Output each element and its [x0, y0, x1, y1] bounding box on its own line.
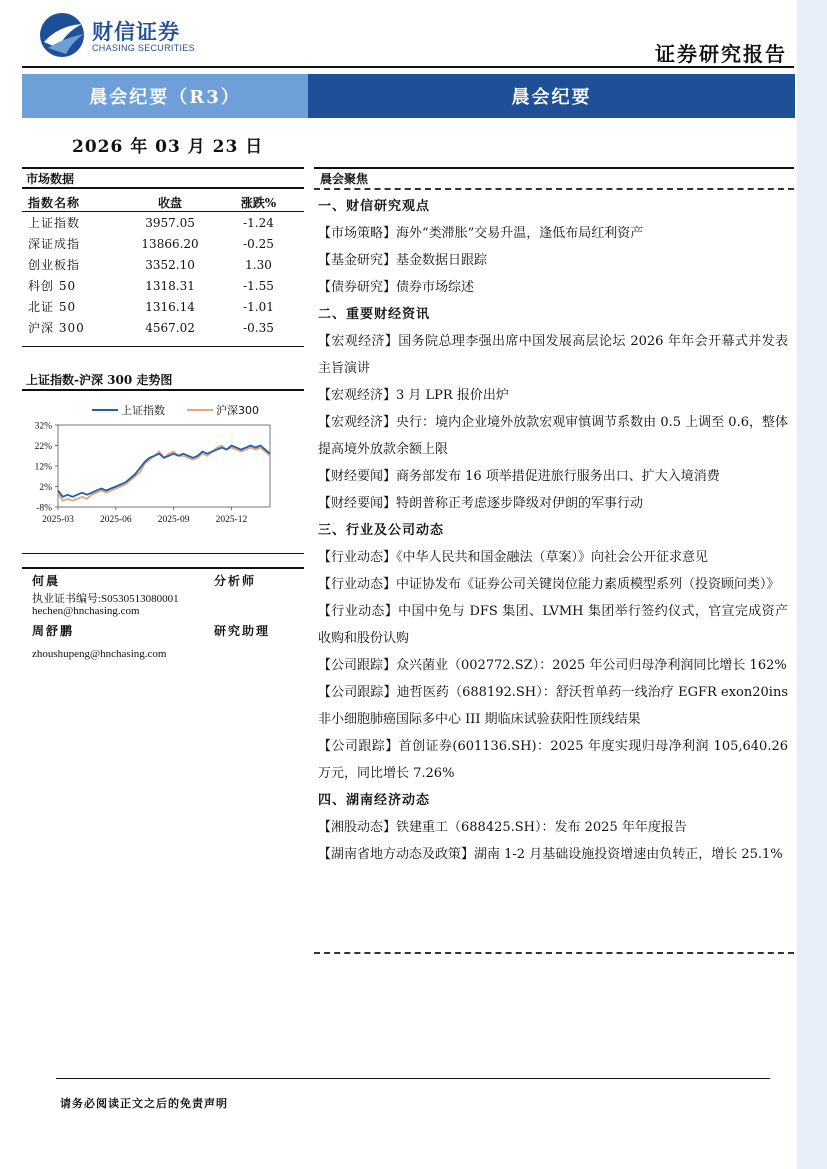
assistant-email[interactable]: zhoushupeng@hnchasing.com: [32, 648, 167, 660]
news-item[interactable]: 【基金研究】基金数据日跟踪: [318, 253, 488, 268]
column-header: 收盘: [158, 196, 183, 210]
index-name: 创业板指: [28, 258, 81, 272]
plot-area: [58, 425, 270, 507]
assistant-name: 周舒鹏: [32, 624, 75, 638]
company-logo-icon: [38, 12, 86, 58]
index-name: 上证指数: [28, 216, 81, 230]
y-tick-label: 2%: [39, 483, 52, 493]
index-close: 1318.31: [145, 278, 195, 293]
news-item[interactable]: 【公司跟踪】众兴菌业（002772.SZ）：2025 年公司归母净利润同比增长 162%: [318, 658, 787, 673]
series-line: [58, 446, 270, 497]
analyst-top-rule: [22, 567, 304, 569]
news-item[interactable]: 【湖南省地方动态及政策】湖南 1-2 月基础设施投资增速由负转正，增长 25.1%: [318, 847, 783, 862]
index-change: -1.55: [243, 278, 274, 293]
market-data-title: 市场数据: [26, 172, 75, 186]
x-tick-label: 2025-06: [99, 515, 132, 525]
table-row: [22, 275, 304, 296]
column-header: 指数名称: [28, 196, 81, 210]
column-header: 涨跌%: [240, 196, 277, 210]
news-item[interactable]: 【行业动态】中证协发布《证券公司关键岗位能力素质模型系列（投资顾问类）》: [318, 577, 780, 592]
y-tick-label: -8%: [36, 503, 52, 514]
x-tick-label: 2025-12: [215, 515, 248, 525]
y-tick-label: 32%: [34, 421, 52, 432]
analyst-name: 何晨: [32, 574, 61, 588]
index-close: 3957.05: [145, 215, 195, 230]
news-item[interactable]: 【行业动态】中国中免与 DFS 集团、LVMH 集团举行签约仪式，官宣完成资产收购和股份认购: [318, 604, 788, 646]
index-change: 1.30: [245, 257, 272, 272]
document-type: 证券研究报告: [655, 42, 787, 66]
report-series-banner: 晨会纪要（R3）: [22, 74, 308, 118]
legend-label: 沪深300: [216, 404, 259, 417]
index-close: 13866.20: [141, 236, 199, 251]
market-data-table: [22, 193, 304, 338]
news-item[interactable]: 【宏观经济】3 月 LPR 报价出炉: [318, 388, 509, 403]
x-tick-label: 2025-09: [157, 515, 190, 525]
market-title-rule: [22, 187, 304, 189]
table-row: [22, 317, 304, 338]
chart-bottom-rule: [22, 553, 304, 554]
side-strip: [797, 0, 827, 1169]
report-title-banner: 晨会纪要: [308, 74, 795, 118]
analyst-block: [32, 572, 302, 663]
index-change: -0.25: [243, 236, 274, 251]
legend-label: 上证指数: [121, 404, 165, 417]
analyst-license: 执业证书编号:S0530513080001: [32, 593, 179, 605]
table-bottom-rule: [22, 346, 304, 347]
header-rule: [22, 66, 794, 68]
y-tick-label: 22%: [34, 442, 52, 452]
focus-title: 晨会聚焦: [320, 172, 369, 186]
index-name: 沪深 300: [28, 321, 85, 335]
news-item[interactable]: 【财经要闻】商务部发布 16 项举措促进旅行服务出口、扩大入境消费: [318, 469, 720, 484]
index-change: -0.35: [243, 320, 274, 335]
news-item[interactable]: 【公司跟踪】迪哲医药（688192.SH）：舒沃哲单药一线治疗 EGFR exon20ins 非小细胞肺癌国际多中心 III 期临床试验获阳性顶线结果: [318, 685, 788, 727]
focus-title-dash: [314, 188, 794, 190]
section-heading: 三、行业及公司动态: [318, 523, 445, 538]
report-date: 2026 年 03 月 23 日: [72, 137, 264, 157]
y-tick-label: 12%: [34, 462, 52, 473]
x-tick-label: 2025-03: [42, 515, 74, 525]
index-name: 深证成指: [28, 237, 81, 251]
brand-name: 财信证券: [92, 20, 180, 44]
index-name: 北证 50: [28, 300, 77, 314]
news-item[interactable]: 【宏观经济】国务院总理李强出席中国发展高层论坛 2026 年年会开幕式并发表主旨演讲: [318, 334, 788, 376]
footer-rule: [56, 1078, 770, 1079]
news-item[interactable]: 【湘股动态】铁建重工（688425.SH）：发布 2025 年年度报告: [318, 820, 687, 835]
series-line: [58, 446, 270, 501]
index-close: 3352.10: [145, 257, 195, 272]
table-row: [22, 296, 304, 317]
disclaimer: 请务必阅读正文之后的免责声明: [60, 1097, 228, 1110]
news-item[interactable]: 【市场策略】海外“类滞胀”交易升温，逢低布局红利资产: [318, 226, 644, 241]
index-close: 4567.02: [145, 320, 195, 335]
assistant-role: 研究助理: [214, 624, 271, 638]
market-top-rule: [22, 167, 304, 169]
index-close: 1316.14: [145, 299, 195, 314]
section-heading: 一、财信研究观点: [318, 199, 431, 214]
index-name: 科创 50: [28, 279, 77, 293]
news-item[interactable]: 【行业动态】《中华人民共和国金融法（草案）》向社会公开征求意见: [318, 550, 709, 565]
trend-chart: [22, 393, 306, 533]
section-heading: 二、重要财经资讯: [318, 307, 431, 322]
index-change: -1.01: [243, 299, 274, 314]
analyst-email[interactable]: hechen@hnchasing.com: [32, 605, 140, 617]
brand-name-en: CHASING SECURITIES: [92, 43, 195, 53]
focus-content: [318, 193, 788, 868]
section-heading: 四、湖南经济动态: [318, 793, 431, 808]
table-row: [22, 233, 304, 254]
chart-title: 上证指数-沪深 300 走势图: [26, 373, 173, 387]
news-item[interactable]: 【财经要闻】特朗普称正考虑逐步降级对伊朗的军事行动: [318, 496, 644, 511]
focus-bottom-dash: [314, 952, 794, 954]
news-item[interactable]: 【公司跟踪】首创证券(601136.SH)：2025 年度实现归母净利润 105,640.26 万元，同比增长 7.26%: [318, 739, 788, 781]
table-row: [22, 212, 304, 233]
news-item[interactable]: 【债券研究】债券市场综述: [318, 280, 475, 295]
index-change: -1.24: [243, 215, 274, 230]
analyst-role: 分析师: [214, 574, 257, 588]
chart-title-rule: [22, 389, 304, 391]
focus-top-rule: [314, 167, 794, 169]
table-row: [22, 254, 304, 275]
news-item[interactable]: 【宏观经济】央行：境内企业境外放款宏观审慎调节系数由 0.5 上调至 0.6，整体提高境外放款余额上限: [318, 415, 788, 457]
table-header-rule: [22, 211, 304, 212]
